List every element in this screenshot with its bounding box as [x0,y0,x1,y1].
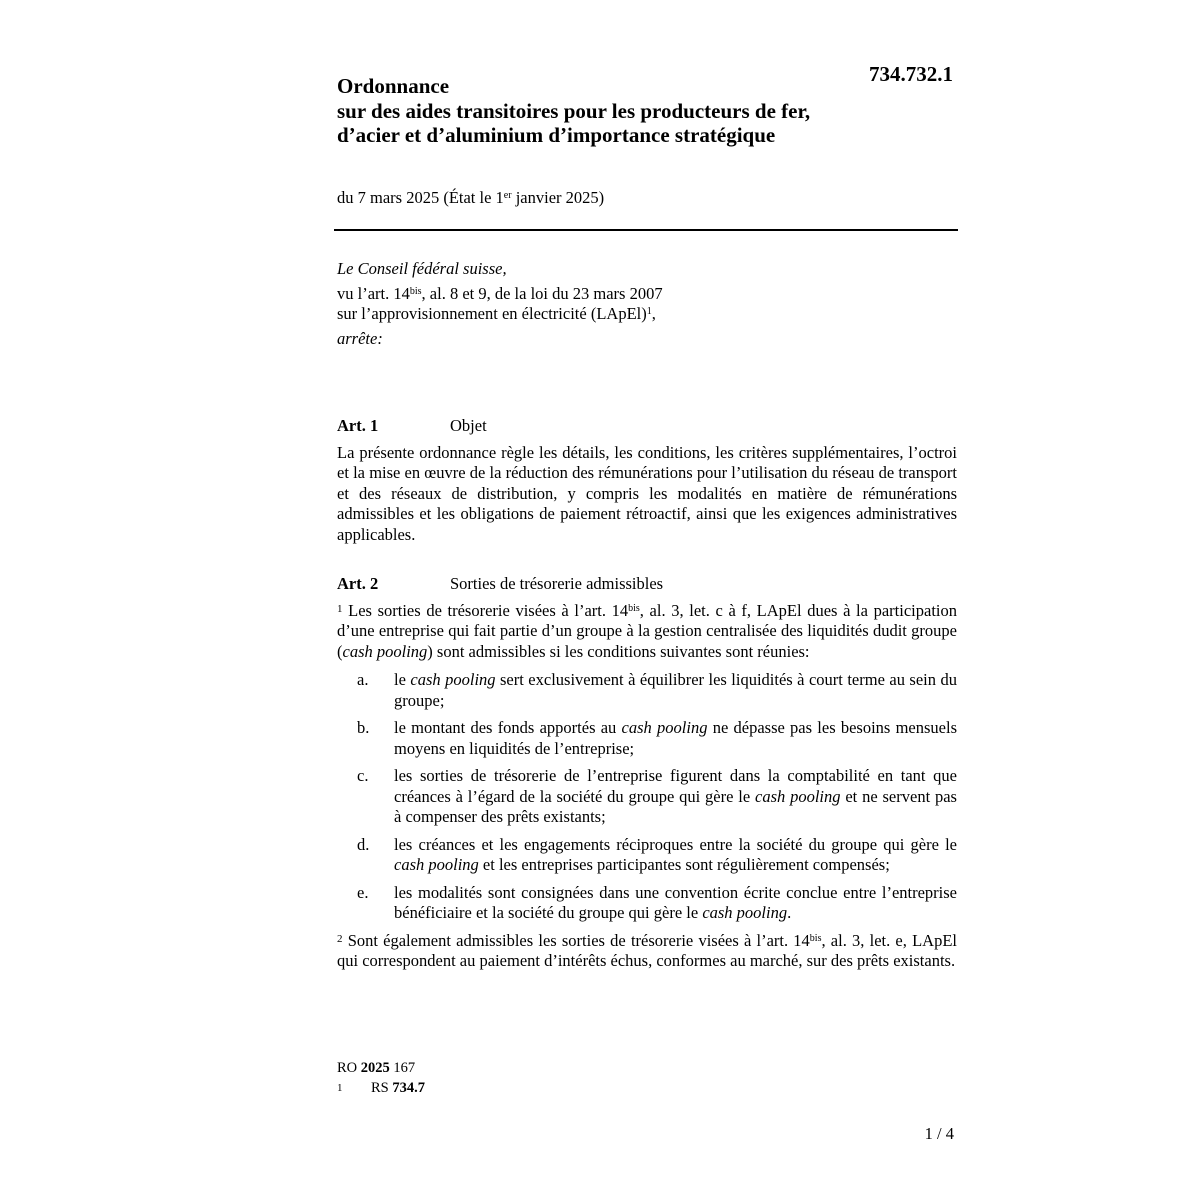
article-2-title: Sorties de trésorerie admissibles [450,574,664,593]
title-line-1: Ordonnance [337,74,450,98]
footnote-ref-1[interactable]: 1 [646,306,652,317]
list-item: b. le montant des fonds apportés au cash pooling ne dépasse pas les besoins mensuels moyens en liquidités de l’entreprise; [357,718,957,758]
header-divider [334,229,958,231]
list-item: c. les sorties de trésorerie de l’entreprise figurent dans la comptabilité en tant que créances à l’égard de la société du groupe qui gère le cash pooling et ne servent pas à compenser des prêts existants; [357,766,957,826]
preamble-authority: Le Conseil fédéral suisse, [337,259,507,278]
article-2-conditions-list [337,670,957,924]
footnote-1: 1 RS 734.7 [337,1080,425,1096]
list-item: d. les créances et les engagements réciproques entre la société du groupe qui gère le cash pooling et les entreprises participantes sont régulièrement compensés; [357,834,957,874]
article-2-heading [337,574,957,595]
article-2-number: Art. 2 [337,574,379,593]
article-1-number: Art. 1 [337,416,379,435]
ro-reference: RO 2025 167 [337,1060,416,1076]
title-line-2: sur des aides transitoires pour les producteurs de fer, [337,98,811,123]
article-2-paragraph-2: $^2$ Sont également admissibles les sorties de trésorerie visées à l’art. $14^{bis}$, al. 3, let. e, LApEl qui correspondent au paiement d’intérêts échus, conformes au marché, sur des prêts existants. [337,930,957,970]
article-2-paragraph-1: $^1$ Les sorties de trésorerie visées à l’art. $14^{bis}$, al. 3, let. c à f, LApEl dues à la participation d’une entreprise qui fait partie d’un groupe à la gestion centralisée des liquidités dudit groupe (cash pooling) sont admissibles si les conditions suivantes sont réunies: [337,600,957,661]
article-1 [337,416,957,545]
list-item: a. le cash pooling sert exclusivement à équilibrer les liquidités à court terme au sein du groupe; [357,670,957,710]
article-1-text: La présente ordonnance règle les détails, les conditions, les critères supplémentaires, l’octroi et la mise en œuvre de la réduction des rémunérations pour l’utilisation du réseau de transport et des réseaux de distribution, y compris les modalités en matière de rémunérations admissibles et les obligations de paiement rétroactif, ainsi que les exigences administratives applicables. [337,442,957,544]
rs-number: 734.732.1 [869,62,953,86]
preamble [337,259,957,349]
footnotes [337,1058,425,1098]
title-line-3: d’acier et d’aluminium d’importance stratégique [337,123,776,147]
list-item: e. les modalités sont consignées dans une convention écrite conclue entre l’entreprise bénéficiaire et la société du groupe qui gère le cash pooling. [357,882,957,922]
article-2 [337,574,957,972]
preamble-basis-line-2: sur l’approvisionnement en électricité (LApEl)$^1$, [337,304,656,323]
document-title [337,74,937,148]
article-1-heading [337,416,957,437]
footnote-1-number: 1 [337,1082,343,1094]
preamble-basis-line-1: vu l’art. $14^{bis}$, al. 8 et 9, de la loi du 23 mars 2007 [337,283,663,303]
document-date: du 7 mars 2025 (État le 1er janvier 2025) [337,188,605,207]
preamble-decree: arrête: [337,328,383,348]
page-number: 1 / 4 [924,1124,954,1143]
article-1-title: Objet [450,416,487,435]
